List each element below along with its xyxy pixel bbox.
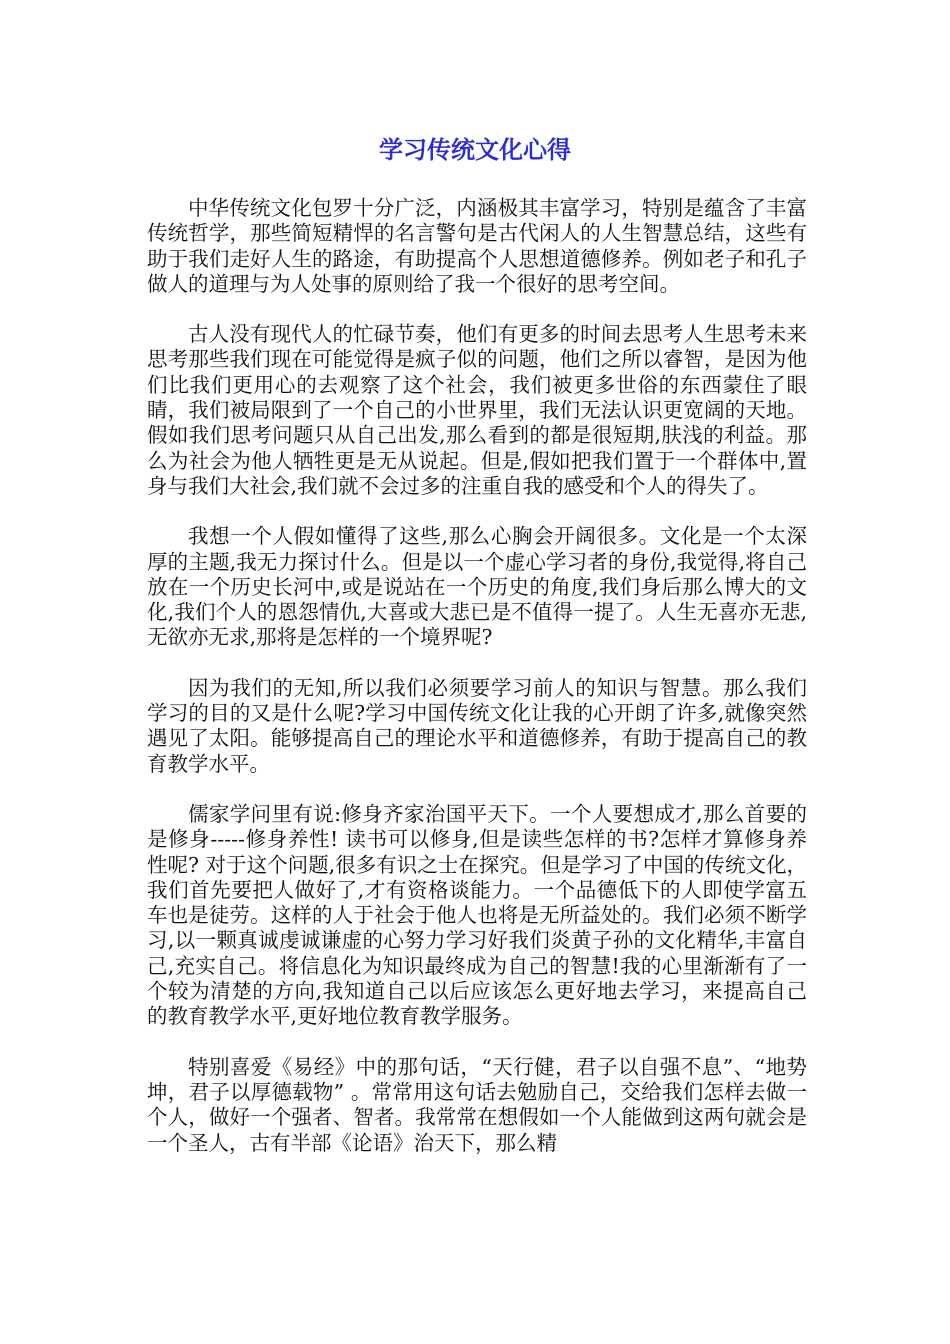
paragraph-4: 因为我们的无知,所以我们必须要学习前人的知识与智慧。那么我们学习的目的又是什么呢?学习中国传统文化让我的心开朗了许多,就像突然遇见了太阳。能够提高自己的理论水平和道德修养，有助于提高自己的教育教学水平。 [147, 675, 807, 776]
paragraph-5: 儒家学问里有说:修身齐家治国平天下。一个人要想成才,那么首要的是修身-----修身养性! 读书可以修身,但是读些怎样的书?怎样才算修身养性呢? 对于这个问题,很多有识之士在探究。但是学习了中国的传统文化，我们首先要把人做好了,才有资格谈能力。一个品德低下的人即使学富五车也是徒劳。这样的人于社会于他人也将是无所益处的。我们必须不断学习,以一颗真诚虔诚谦虚的心努力学习好我们炎黄子孙的文化精华,丰富自己,充实自己。将信息化为知识最终成为自己的智慧!我的心里渐渐有了一个较为清楚的方向,我知道自己以后应该怎么更好地去学习，来提高自己的教育教学水平,更好地位教育教学服务。 [147, 801, 807, 1029]
paragraph-2: 古人没有现代人的忙碌节奏，他们有更多的时间去思考人生思考未来思考那些我们现在可能觉得是疯子似的问题，他们之所以睿智，是因为他们比我们更用心的去观察了这个社会，我们被更多世俗的东西蒙住了眼睛，我们被局限到了一个自己的小世界里，我们无法认识更宽阔的天地。假如我们思考问题只从自己出发,那么看到的都是很短期,肤浅的利益。那么为社会为他人牺牲更是无从说起。但是,假如把我们置于一个群体中,置身与我们大社会,我们就不会过多的注重自我的感受和个人的得失了。 [147, 322, 807, 498]
paragraph-3: 我想一个人假如懂得了这些,那么心胸会开阔很多。文化是一个太深厚的主题,我无力探讨什么。但是以一个虚心学习者的身份,我觉得,将自己放在一个历史长河中,或是说站在一个历史的角度,我们身后那么博大的文化,我们个人的恩怨情仇,大喜或大悲已是不值得一提了。人生无喜亦无悲,无欲亦无求,那将是怎样的一个境界呢? [147, 524, 807, 650]
paragraph-1: 中华传统文化包罗十分广泛，内涵极其丰富学习，特别是蕴含了丰富传统哲学，那些简短精悍的名言警句是古代闲人的人生智慧总结，这些有助于我们走好人生的路途，有助提高个人思想道德修养。例如老子和孔子做人的道理与为人处事的原则给了我一个很好的思考空间。 [147, 196, 807, 296]
document-body [147, 196, 807, 1156]
document-title: 学习传统文化心得 [379, 136, 571, 164]
paragraph-6: 特别喜爱《易经》中的那句话，“天行健，君子以自强不息”、“地势坤，君子以厚德载物” 。常常用这句话去勉励自己，交给我们怎样去做一个人，做好一个强者、智者。我常常在想假如一个人能做到这两句就会是一个圣人，古有半部《论语》治天下，那么精 [147, 1054, 807, 1155]
